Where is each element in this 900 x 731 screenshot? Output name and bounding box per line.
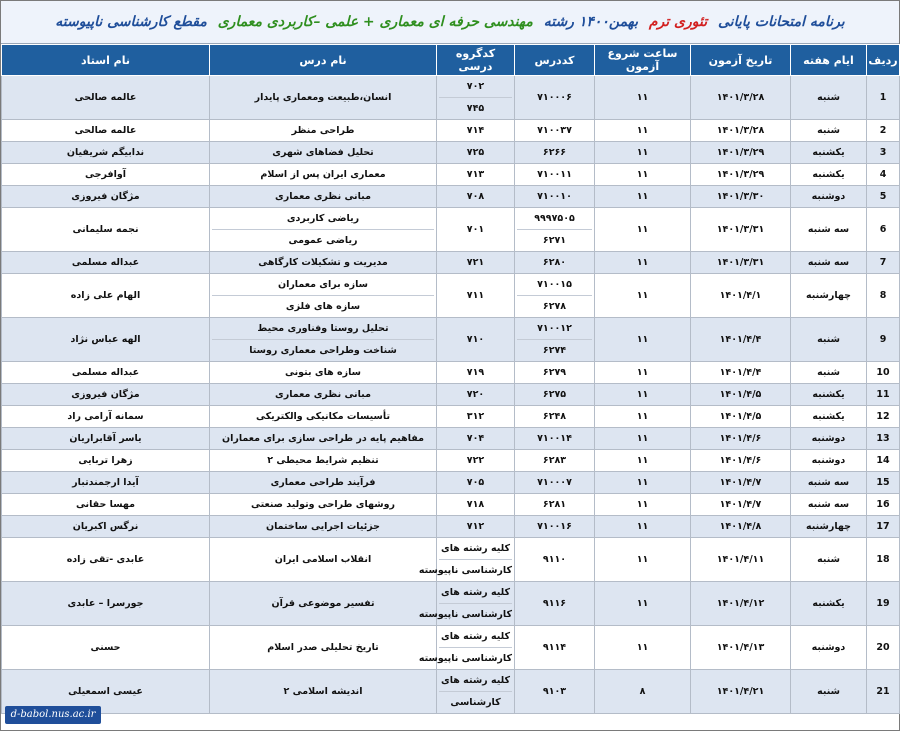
cell-course-code-line: ۹۹۹۷۵۰۵: [534, 213, 575, 224]
cell-course-name: [210, 626, 437, 670]
cell-start-time: ۱۱: [595, 208, 691, 252]
cell-course-code-line: ۶۲۶۶: [542, 147, 567, 158]
cell-course-name-line: اندیشه اسلامی ۲: [283, 686, 363, 697]
cell-group-code-line: ۷۱۸: [466, 499, 485, 510]
cell-group-code-line: کارشناسی ناپیوسته: [439, 603, 512, 625]
cell-group-code-line: ۷۰۴: [466, 433, 485, 444]
cell-start-time: ۱۱: [595, 538, 691, 582]
cell-course-code: [515, 472, 595, 494]
cell-start-time: ۱۱: [595, 142, 691, 164]
cell-start-time: ۱۱: [595, 428, 691, 450]
cell-course-code: [515, 318, 595, 362]
cell-row-number: 6: [867, 208, 900, 252]
cell-exam-date: ۱۴۰۱/۳/۲۸: [691, 76, 791, 120]
cell-course-name-line: تنظیم شرایط محیطی ۲: [267, 455, 379, 466]
cell-course-name-line: معماری ایران پس از اسلام: [260, 169, 386, 180]
cell-start-time: ۱۱: [595, 516, 691, 538]
cell-exam-date: ۱۴۰۱/۳/۳۱: [691, 208, 791, 252]
cell-course-code: [515, 362, 595, 384]
cell-course-name-line: تاریخ تحلیلی صدر اسلام: [267, 642, 379, 653]
cell-course-name: [210, 274, 437, 318]
cell-row-number: 1: [867, 76, 900, 120]
cell-course-name: [210, 120, 437, 142]
cell-weekday: شنبه: [791, 538, 867, 582]
title-part-1: برنامه امتحانات پایانی: [718, 14, 845, 30]
table-row: [2, 428, 900, 450]
cell-start-time: ۱۱: [595, 582, 691, 626]
cell-row-number: 14: [867, 450, 900, 472]
cell-group-code-line: ۷۲۵: [466, 147, 485, 158]
cell-exam-date: ۱۴۰۱/۴/۱۳: [691, 626, 791, 670]
cell-course-name-line: سازه برای معماران: [277, 279, 369, 290]
table-row: [2, 186, 900, 208]
cell-teacher: جورسرا – عابدی: [2, 582, 210, 626]
cell-exam-date: ۱۴۰۱/۴/۴: [691, 362, 791, 384]
cell-course-name: [210, 318, 437, 362]
cell-group-code: [418, 538, 515, 582]
cell-weekday: سه شنبه: [791, 472, 867, 494]
cell-weekday: سه شنبه: [791, 252, 867, 274]
title-part-3: بهمن۱۴۰۰ رشته: [543, 14, 639, 30]
cell-group-code: [437, 406, 515, 428]
cell-course-name-line: فرآیند طراحی معماری: [270, 477, 376, 488]
cell-exam-date: ۱۴۰۱/۴/۱۱: [691, 538, 791, 582]
cell-group-code: [437, 516, 515, 538]
cell-exam-date: ۱۴۰۱/۴/۶: [691, 428, 791, 450]
cell-course-name: [210, 362, 437, 384]
cell-course-code: [515, 142, 595, 164]
cell-group-code-line: کارشناسی ناپیوسته: [439, 647, 512, 669]
cell-teacher: نرگس اکبریان: [2, 516, 210, 538]
cell-course-code: [515, 406, 595, 428]
cell-start-time: ۱۱: [595, 626, 691, 670]
cell-group-code: [437, 186, 515, 208]
cell-group-code-line: کلیه رشته های: [441, 631, 510, 642]
cell-teacher: سمانه آرامی راد: [2, 406, 210, 428]
cell-weekday: شنبه: [791, 318, 867, 362]
cell-row-number: 21: [867, 670, 900, 714]
cell-row-number: 5: [867, 186, 900, 208]
cell-group-code-line: ۷۱۱: [466, 290, 485, 301]
cell-course-code-line: ۷۱۰۰۱۴: [537, 433, 572, 444]
cell-row-number: 8: [867, 274, 900, 318]
cell-group-code-line: ۷۱۴: [466, 125, 485, 136]
cell-group-code: [418, 626, 515, 670]
cell-course-name-line: انقلاب اسلامی ایران: [274, 554, 372, 565]
cell-weekday: شنبه: [791, 362, 867, 384]
cell-exam-date: ۱۴۰۱/۴/۵: [691, 406, 791, 428]
table-row: [2, 670, 900, 714]
cell-exam-date: ۱۴۰۱/۴/۶: [691, 450, 791, 472]
cell-course-code-line: ۶۲۷۴: [517, 339, 592, 361]
cell-group-code-line: ۷۰۱: [466, 224, 485, 235]
cell-row-number: 7: [867, 252, 900, 274]
cell-course-code-line: ۷۱۰۰۰۷: [537, 477, 572, 488]
cell-course-name-line: مبانی نظری معماری: [275, 191, 371, 202]
table-row: [2, 362, 900, 384]
cell-course-name: [210, 252, 437, 274]
cell-group-code: [437, 450, 515, 472]
cell-group-code-line: ۷۰۸: [466, 191, 485, 202]
cell-course-name: [210, 406, 437, 428]
cell-row-number: 15: [867, 472, 900, 494]
cell-course-name: [210, 76, 437, 120]
cell-row-number: 12: [867, 406, 900, 428]
cell-course-code-line: ۶۲۴۸: [542, 411, 567, 422]
cell-row-number: 4: [867, 164, 900, 186]
cell-group-code-line: ۷۰۵: [466, 477, 485, 488]
cell-start-time: ۱۱: [595, 384, 691, 406]
cell-weekday: دوشنبه: [791, 450, 867, 472]
cell-group-code: [437, 318, 515, 362]
cell-row-number: 16: [867, 494, 900, 516]
cell-course-code-line: ۷۱۰۰۳۷: [537, 125, 572, 136]
cell-course-code-line: ۷۱۰۰۰۶: [537, 92, 572, 103]
cell-weekday: شنبه: [791, 670, 867, 714]
cell-exam-date: ۱۴۰۱/۳/۳۱: [691, 252, 791, 274]
cell-group-code: [437, 384, 515, 406]
header-course-name: نام درس: [210, 45, 437, 76]
cell-weekday: یکشنبه: [791, 142, 867, 164]
header-weekday: ایام هفته: [791, 45, 867, 76]
cell-course-code-line: ۶۲۸۱: [542, 499, 567, 510]
cell-group-code: [437, 670, 515, 714]
cell-weekday: چهارشنبه: [791, 274, 867, 318]
cell-exam-date: ۱۴۰۱/۴/۴: [691, 318, 791, 362]
exam-table: [1, 44, 900, 714]
cell-course-name: [210, 670, 437, 714]
cell-weekday: یکشنبه: [791, 164, 867, 186]
cell-course-name: [210, 164, 437, 186]
cell-start-time: ۱۱: [595, 450, 691, 472]
cell-group-code: [437, 362, 515, 384]
cell-course-name-line: تحلیل روستا وفناوری محیط: [257, 323, 389, 334]
cell-group-code-line: ۳۱۲: [466, 411, 485, 422]
cell-row-number: 18: [867, 538, 900, 582]
cell-row-number: 3: [867, 142, 900, 164]
cell-group-code-line: کارشناسی ناپیوسته: [439, 559, 512, 581]
cell-teacher: زهرا تربایی: [2, 450, 210, 472]
cell-weekday: دوشنبه: [791, 626, 867, 670]
cell-course-code: [515, 208, 595, 252]
header-teacher: نام استاد: [2, 45, 210, 76]
header-group-code: کدگروه درسی: [437, 45, 515, 76]
cell-course-code-line: ۹۱۱۰: [542, 554, 567, 565]
title-part-4: مهندسی حرفه ای معماری + علمی –کاربردی معماری: [217, 14, 533, 30]
cell-teacher: آوافرجی: [2, 164, 210, 186]
cell-course-name-line: مفاهیم پایه در طراحی سازی برای معماران: [222, 433, 424, 444]
cell-course-name: [210, 208, 437, 252]
cell-course-code-line: ۶۲۷۵: [542, 389, 567, 400]
cell-teacher: حسنی: [2, 626, 210, 670]
cell-teacher: عابدی -تقی زاده: [2, 538, 210, 582]
cell-group-code-line: کارشناسی: [439, 691, 512, 713]
cell-course-name-line: تحلیل فضاهای شهری: [272, 147, 374, 158]
cell-course-code-line: ۶۲۸۳: [542, 455, 567, 466]
cell-course-name-line: تفسیر موضوعی قرآن: [271, 598, 375, 609]
cell-course-code: [515, 76, 595, 120]
table-row: [2, 120, 900, 142]
cell-teacher: نجمه سلیمانی: [2, 208, 210, 252]
cell-course-code-line: ۷۱۰۰۱۲: [537, 323, 572, 334]
cell-row-number: 9: [867, 318, 900, 362]
cell-teacher: مژگان فیروزی: [2, 186, 210, 208]
cell-course-code: [515, 538, 595, 582]
cell-course-name: [210, 428, 437, 450]
table-row: [2, 318, 900, 362]
cell-teacher: مژگان فیروزی: [2, 384, 210, 406]
cell-start-time: ۱۱: [595, 362, 691, 384]
table-row: [2, 384, 900, 406]
cell-course-name-line: مدیریت و تشکیلات کارگاهی: [258, 257, 388, 268]
cell-course-code-line: ۹۱۰۳: [542, 686, 567, 697]
cell-course-code-line: ۶۲۷۹: [542, 367, 567, 378]
cell-course-code: [515, 274, 595, 318]
cell-course-code-line: ۷۱۰۰۱۵: [537, 279, 572, 290]
cell-course-name: [210, 384, 437, 406]
table-row: [2, 142, 900, 164]
cell-row-number: 10: [867, 362, 900, 384]
table-row: [2, 538, 900, 582]
cell-teacher: یاسر آقابراریان: [2, 428, 210, 450]
cell-weekday: سه شنبه: [791, 208, 867, 252]
cell-exam-date: ۱۴۰۱/۳/۲۹: [691, 164, 791, 186]
site-watermark: d-babol.nus.ac.ir: [5, 706, 101, 724]
cell-course-code: [515, 186, 595, 208]
cell-course-name: [210, 142, 437, 164]
cell-course-code-line: ۹۱۱۶: [542, 598, 567, 609]
cell-course-code: [515, 626, 595, 670]
cell-start-time: ۱۱: [595, 164, 691, 186]
cell-course-name: [210, 494, 437, 516]
cell-exam-date: ۱۴۰۱/۴/۷: [691, 494, 791, 516]
cell-weekday: سه شنبه: [791, 494, 867, 516]
cell-weekday: یکشنبه: [791, 384, 867, 406]
cell-teacher: عالمه صالحی: [2, 120, 210, 142]
cell-teacher: عبداله مسلمی: [2, 362, 210, 384]
cell-teacher: مهسا حقانی: [2, 494, 210, 516]
cell-course-name: [210, 450, 437, 472]
cell-course-code-line: ۷۱۰۰۱۰: [537, 191, 572, 202]
cell-course-name-line: سازه های بتونی: [284, 367, 362, 378]
cell-course-name-line: تأسیسات مکانیکی والکتریکی: [255, 411, 391, 422]
cell-exam-date: ۱۴۰۱/۴/۱۲: [691, 582, 791, 626]
cell-group-code: [437, 142, 515, 164]
cell-weekday: دوشنبه: [791, 186, 867, 208]
cell-group-code-line: ۷۲۰: [466, 389, 485, 400]
cell-course-name: [210, 516, 437, 538]
cell-course-code: [515, 428, 595, 450]
table-row: [2, 450, 900, 472]
cell-group-code: [437, 494, 515, 516]
cell-group-code-line: ۷۲۲: [466, 455, 485, 466]
table-row: [2, 164, 900, 186]
cell-group-code: [437, 428, 515, 450]
cell-group-code: [437, 120, 515, 142]
table-row: [2, 494, 900, 516]
cell-row-number: 11: [867, 384, 900, 406]
cell-teacher: الهه عباس نژاد: [2, 318, 210, 362]
cell-exam-date: ۱۴۰۱/۴/۵: [691, 384, 791, 406]
cell-course-name-line: ریاضی عمومی: [212, 229, 434, 251]
title-part-5: مقطع کارشناسی ناپیوسته: [55, 14, 207, 30]
cell-start-time: ۱۱: [595, 252, 691, 274]
cell-weekday: شنبه: [791, 76, 867, 120]
cell-exam-date: ۱۴۰۱/۴/۲۱: [691, 670, 791, 714]
cell-course-name-line: جزئیات اجرایی ساختمان: [265, 521, 381, 532]
cell-teacher: ندابیگم شریفیان: [2, 142, 210, 164]
cell-course-code: [515, 252, 595, 274]
cell-row-number: 20: [867, 626, 900, 670]
cell-course-name-line: انسان،طبیعت ومعماری پایدار: [254, 92, 392, 103]
cell-course-name-line: شناخت وطراحی معماری روستا: [212, 339, 434, 361]
cell-course-code: [515, 670, 595, 714]
cell-weekday: شنبه: [791, 120, 867, 142]
cell-group-code-line: کلیه رشته های: [441, 675, 510, 686]
cell-start-time: ۱۱: [595, 406, 691, 428]
table-row: [2, 274, 900, 318]
cell-group-code-line: ۷۱۹: [466, 367, 485, 378]
table-row: [2, 516, 900, 538]
cell-start-time: ۱۱: [595, 472, 691, 494]
cell-course-code-line: ۶۲۷۱: [517, 229, 592, 251]
cell-group-code: [437, 164, 515, 186]
cell-course-name-line: ریاضی کاربردی: [286, 213, 360, 224]
table-row: [2, 582, 900, 626]
cell-exam-date: ۱۴۰۱/۴/۱: [691, 274, 791, 318]
table-header-row: [2, 45, 900, 76]
header-course-code: کددرس: [515, 45, 595, 76]
table-row: [2, 472, 900, 494]
cell-weekday: یکشنبه: [791, 406, 867, 428]
table-row: [2, 76, 900, 120]
cell-start-time: ۱۱: [595, 318, 691, 362]
cell-course-code: [515, 384, 595, 406]
cell-course-code: [515, 582, 595, 626]
cell-course-code: [515, 120, 595, 142]
cell-exam-date: ۱۴۰۱/۳/۲۹: [691, 142, 791, 164]
cell-course-code-line: ۶۲۷۸: [517, 295, 592, 317]
cell-start-time: ۱۱: [595, 76, 691, 120]
cell-group-code-line: کلیه رشته های: [441, 543, 510, 554]
cell-course-name-line: روشهای طراحی وتولید صنعتی: [250, 499, 396, 510]
cell-group-code: [437, 274, 515, 318]
cell-start-time: ۸: [595, 670, 691, 714]
cell-teacher: الهام علی زاده: [2, 274, 210, 318]
cell-teacher: عیسی اسمعیلی: [2, 670, 210, 714]
cell-course-name: [210, 186, 437, 208]
header-start-time: ساعت شروع آزمون: [595, 45, 691, 76]
cell-exam-date: ۱۴۰۱/۴/۷: [691, 472, 791, 494]
cell-teacher: آیدا ارجمندتبار: [2, 472, 210, 494]
cell-start-time: ۱۱: [595, 494, 691, 516]
cell-course-name-line: سازه های فلزی: [212, 295, 434, 317]
table-row: [2, 208, 900, 252]
cell-course-name-line: مبانی نظری معماری: [275, 389, 371, 400]
cell-course-name: [210, 582, 437, 626]
cell-group-code: [437, 208, 515, 252]
cell-course-name-line: طراحی منظر: [291, 125, 355, 136]
cell-start-time: ۱۱: [595, 120, 691, 142]
exam-table-body: [2, 76, 900, 714]
cell-course-code-line: ۹۱۱۴: [542, 642, 567, 653]
cell-group-code: [437, 252, 515, 274]
cell-group-code-line: ۷۴۵: [439, 97, 512, 119]
cell-course-code: [515, 494, 595, 516]
cell-row-number: 17: [867, 516, 900, 538]
cell-group-code: [437, 472, 515, 494]
cell-course-code: [515, 164, 595, 186]
cell-exam-date: ۱۴۰۱/۴/۸: [691, 516, 791, 538]
cell-course-code-line: ۶۲۸۰: [542, 257, 567, 268]
cell-weekday: یکشنبه: [791, 582, 867, 626]
cell-row-number: 13: [867, 428, 900, 450]
cell-course-code: [515, 516, 595, 538]
cell-exam-date: ۱۴۰۱/۳/۲۸: [691, 120, 791, 142]
header-exam-date: تاریخ آزمون: [691, 45, 791, 76]
cell-teacher: عبداله مسلمی: [2, 252, 210, 274]
cell-course-code-line: ۷۱۰۰۱۱: [537, 169, 572, 180]
cell-group-code-line: ۷۱۲: [466, 521, 485, 532]
cell-group-code-line: ۷۲۱: [466, 257, 485, 268]
table-row: [2, 626, 900, 670]
table-row: [2, 406, 900, 428]
cell-row-number: 2: [867, 120, 900, 142]
cell-weekday: دوشنبه: [791, 428, 867, 450]
cell-row-number: 19: [867, 582, 900, 626]
cell-course-name: [210, 538, 437, 582]
header-row-number: ردیف: [867, 45, 900, 76]
cell-start-time: ۱۱: [595, 274, 691, 318]
title-part-2: تئوری ترم: [648, 14, 708, 30]
cell-exam-date: ۱۴۰۱/۳/۳۰: [691, 186, 791, 208]
cell-group-code-line: کلیه رشته های: [441, 587, 510, 598]
cell-group-code-line: ۷۱۳: [466, 169, 485, 180]
cell-group-code-line: ۷۱۰: [466, 334, 485, 345]
cell-start-time: ۱۱: [595, 186, 691, 208]
cell-weekday: چهارشنبه: [791, 516, 867, 538]
cell-course-code: [515, 450, 595, 472]
cell-group-code: [437, 76, 515, 120]
page-title: [1, 1, 899, 44]
table-row: [2, 252, 900, 274]
cell-group-code-line: ۷۰۲: [466, 81, 485, 92]
cell-teacher: عالمه صالحی: [2, 76, 210, 120]
cell-course-code-line: ۷۱۰۰۱۶: [537, 521, 572, 532]
cell-group-code: [418, 582, 515, 626]
cell-course-name: [210, 472, 437, 494]
